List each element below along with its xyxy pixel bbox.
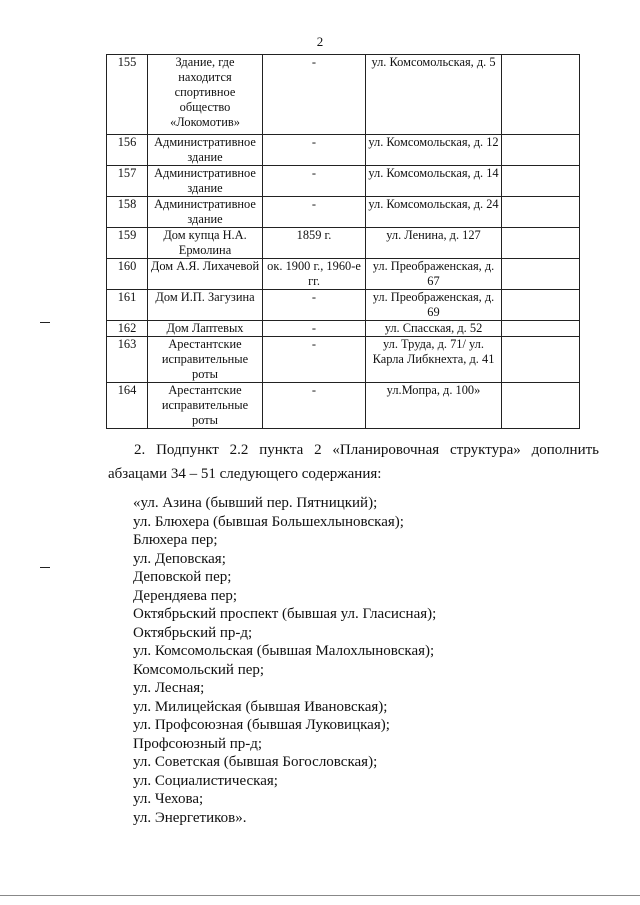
extra-cell bbox=[502, 383, 580, 429]
construction-date-cell: - bbox=[263, 383, 366, 429]
margin-mark bbox=[40, 567, 50, 568]
street-list-item: ул. Социалистическая; bbox=[133, 772, 278, 789]
row-number-cell: 162 bbox=[107, 321, 148, 337]
construction-date-cell: - bbox=[263, 290, 366, 321]
street-list-item: ул. Милицейская (бывшая Ивановская); bbox=[133, 698, 388, 715]
construction-date-cell: 1859 г. bbox=[263, 228, 366, 259]
street-list-item: Октябрьский пр-д; bbox=[133, 624, 253, 641]
extra-cell bbox=[502, 197, 580, 228]
object-name-cell: Здание, где находится спортивное общество «Локомотив» bbox=[148, 55, 263, 135]
table-row bbox=[107, 135, 580, 166]
row-number-cell: 159 bbox=[107, 228, 148, 259]
address-cell: ул. Комсомольская, д. 12 bbox=[366, 135, 502, 166]
construction-date-cell: - bbox=[263, 321, 366, 337]
row-number-cell: 161 bbox=[107, 290, 148, 321]
street-list-item: «ул. Азина (бывший пер. Пятницкий); bbox=[133, 495, 378, 511]
object-name-cell: Административное здание bbox=[148, 135, 263, 166]
row-number-cell: 163 bbox=[107, 337, 148, 383]
street-list-item: ул. Блюхера (бывшая Большехлыновская); bbox=[133, 513, 404, 530]
construction-date-cell: - bbox=[263, 197, 366, 228]
address-cell: ул. Спасская, д. 52 bbox=[366, 321, 502, 337]
table-row bbox=[107, 337, 580, 383]
street-list-item: ул. Комсомольская (бывшая Малохлыновская); bbox=[133, 643, 435, 659]
table-row bbox=[107, 228, 580, 259]
object-name-cell: Дом А.Я. Лихачевой bbox=[148, 259, 263, 290]
address-cell: ул. Преображенская, д. 67 bbox=[366, 259, 502, 290]
construction-date-cell: - bbox=[263, 135, 366, 166]
street-list-item: Октябрьский проспект (бывшая ул. Гласисная); bbox=[133, 606, 437, 622]
construction-date-cell: - bbox=[263, 55, 366, 135]
address-cell: ул.Мопра, д. 100» bbox=[366, 383, 502, 429]
street-list-item: ул. Чехова; bbox=[133, 791, 204, 807]
extra-cell bbox=[502, 259, 580, 290]
construction-date-cell: - bbox=[263, 337, 366, 383]
address-cell: ул. Преображенская, д. 69 bbox=[366, 290, 502, 321]
street-list-item: Блюхера пер; bbox=[133, 532, 218, 548]
page-number: 2 bbox=[316, 34, 324, 49]
table-row bbox=[107, 55, 580, 135]
table-row bbox=[107, 383, 580, 429]
construction-date-cell: ок. 1900 г., 1960-е гг. bbox=[263, 259, 366, 290]
address-cell: ул. Комсомольская, д. 14 bbox=[366, 166, 502, 197]
street-list-item: Деповской пер; bbox=[133, 569, 232, 585]
page-bottom-rule bbox=[0, 895, 640, 896]
object-name-cell: Арестантские исправительные роты bbox=[148, 337, 263, 383]
margin-mark bbox=[40, 322, 50, 323]
table-row bbox=[107, 259, 580, 290]
address-cell: ул. Комсомольская, д. 5 bbox=[366, 55, 502, 135]
row-number-cell: 155 bbox=[107, 55, 148, 135]
row-number-cell: 156 bbox=[107, 135, 148, 166]
extra-cell bbox=[502, 135, 580, 166]
object-name-cell: Административное здание bbox=[148, 197, 263, 228]
address-cell: ул. Ленина, д. 127 bbox=[366, 228, 502, 259]
object-name-cell: Дом Лаптевых bbox=[148, 321, 263, 337]
street-list-item: ул. Энергетиков». bbox=[133, 809, 247, 826]
object-name-cell: Дом И.П. Загузина bbox=[148, 290, 263, 321]
address-cell: ул. Труда, д. 71/ ул. Карла Либкнехта, д. 41 bbox=[366, 337, 502, 383]
table-row bbox=[107, 197, 580, 228]
extra-cell bbox=[502, 290, 580, 321]
object-name-cell: Административное здание bbox=[148, 166, 263, 197]
construction-date-cell: - bbox=[263, 166, 366, 197]
extra-cell bbox=[502, 321, 580, 337]
street-list-item: Профсоюзный пр-д; bbox=[133, 735, 263, 752]
extra-cell bbox=[502, 337, 580, 383]
row-number-cell: 157 bbox=[107, 166, 148, 197]
extra-cell bbox=[502, 55, 580, 135]
row-number-cell: 164 bbox=[107, 383, 148, 429]
street-list-item: Дерендяева пер; bbox=[133, 587, 238, 604]
row-number-cell: 160 bbox=[107, 259, 148, 290]
object-name-cell: Дом купца Н.А. Ермолина bbox=[148, 228, 263, 259]
street-list-item: ул. Лесная; bbox=[133, 680, 205, 696]
table-row bbox=[107, 166, 580, 197]
paragraph-amendment-cont: абзацами 34 – 51 следующего содержания: bbox=[108, 466, 382, 482]
street-list-item: ул. Профсоюзная (бывшая Луковицкая); bbox=[133, 717, 390, 733]
table-body bbox=[107, 55, 580, 429]
table-row bbox=[107, 290, 580, 321]
address-cell: ул. Комсомольская, д. 24 bbox=[366, 197, 502, 228]
street-list-item: ул. Деповская; bbox=[133, 550, 226, 567]
extra-cell bbox=[502, 228, 580, 259]
street-list-item: ул. Советская (бывшая Богословская); bbox=[133, 754, 378, 770]
table-row bbox=[107, 321, 580, 337]
extra-cell bbox=[502, 166, 580, 197]
heritage-table bbox=[106, 54, 580, 429]
paragraph-amendment: 2. Подпункт 2.2 пункта 2 «Планировочная структура» дополнить bbox=[134, 442, 599, 458]
object-name-cell: Арестантские исправительные роты bbox=[148, 383, 263, 429]
row-number-cell: 158 bbox=[107, 197, 148, 228]
street-list-item: Комсомольский пер; bbox=[133, 661, 265, 678]
street-list bbox=[133, 494, 436, 827]
